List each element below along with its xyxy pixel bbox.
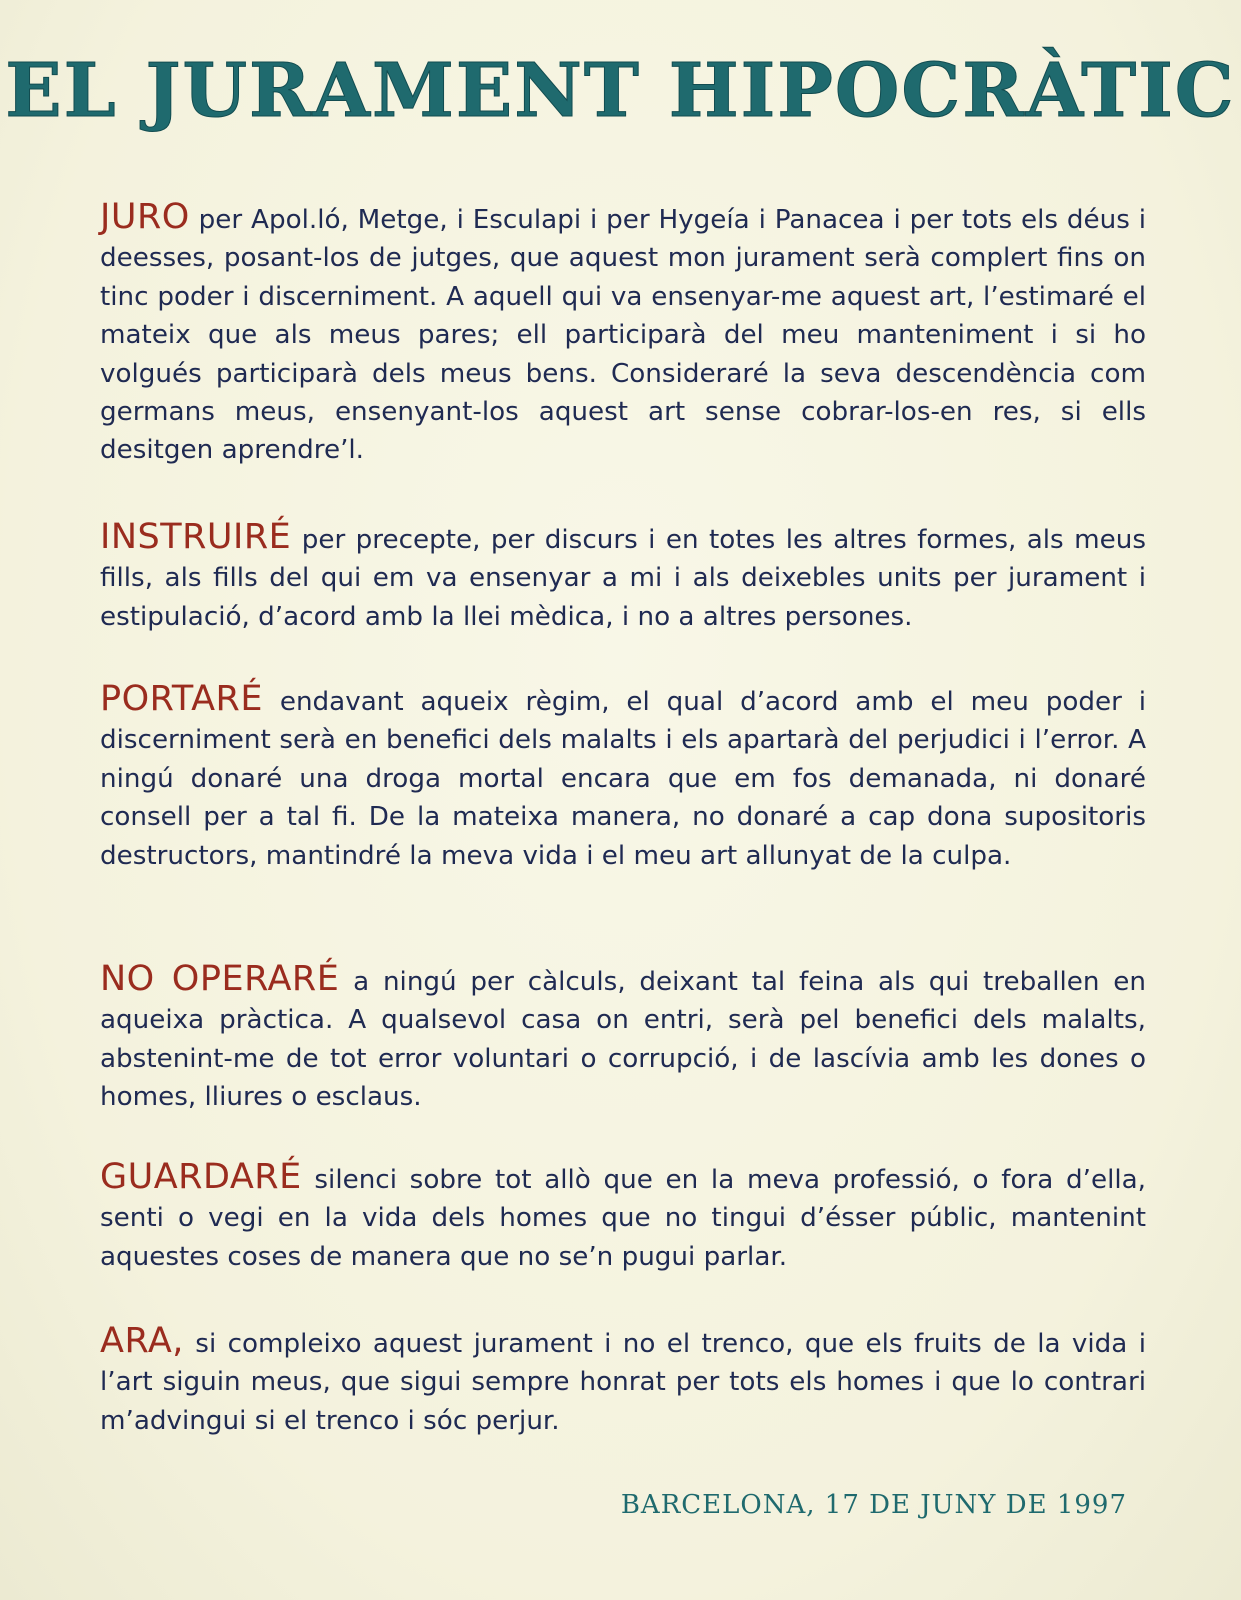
paragraph-lead-word: INSTRUIRÉ	[100, 517, 292, 557]
paragraph-text: silenci sobre tot allò que en la meva professió, o fora d’ella, senti o vegi en la vida dels homes que no tingui d’ésser públic, mantenint aquestes coses de manera que no se’n pugui parlar.	[100, 1165, 1146, 1272]
oath-paragraph	[100, 518, 1146, 636]
oath-paragraph	[100, 1158, 1146, 1276]
paragraph-lead-word: GUARDARÉ	[100, 1157, 302, 1197]
document-title: EL JURAMENT HIPOCRÀTIC	[5, 48, 1236, 134]
oath-paragraph	[100, 198, 1146, 470]
paragraph-text: si compleixo aquest jurament i no el trenco, que els fruits de la vida i l’art siguin meus, que sigui sempre honrat per tots els homes i que lo contrari m’advingui si el trenco i sóc perjur.	[100, 1329, 1146, 1436]
paragraph-lead-word: PORTARÉ	[100, 679, 263, 719]
paragraph-text: per Apol.ló, Metge, i Esculapi i per Hygeía i Panacea i per tots els déus i deesses, posant-los de jutges, que aquest mon jurament serà complert fins on tinc poder i discerniment. A aquell qui va ensenyar-me aquest art, l’estimaré el mateix que als meus pares; ell participarà del meu manteniment i si ho volgués participarà dels meus bens. Consideraré la seva descendència com germans meus, ensenyant-los aquest art sense cobrar-los-en res, si ells desitgen aprendre’l.	[100, 205, 1146, 466]
paragraph-text: a ningú per càlculs, deixant tal feina als qui treballen en aqueixa pràctica. A qualsevol casa on entri, serà pel benefici dels malalts, abstenint-me de tot error voluntari o corrupció, i de lascívia amb les dones o homes, lliures o esclaus.	[100, 967, 1147, 1113]
paragraph-text: endavant aqueix règim, el qual d’acord amb el meu poder i discerniment serà en benefici dels malalts i els apartarà del perjudici i l’error. A ningú donaré una droga mortal encara que em fos demanada, ni donaré consell per a tal fi. De la mateixa manera, no donaré a cap dona supositoris destructors, mantindré la meva vida i el meu art allunyat de la culpa.	[100, 687, 1146, 871]
paragraph-lead-word: NO OPERARÉ	[100, 959, 340, 999]
oath-paragraph	[100, 960, 1146, 1117]
paragraph-lead-word: ARA,	[100, 1321, 184, 1361]
paragraph-text: per precepte, per discurs i en totes les altres formes, als meus fills, als fills del qui em va ensenyar a mi i als deixebles units per jurament i estipulació, d’acord amb la llei mèdica, i no a altres persones.	[100, 525, 1146, 632]
oath-paragraph	[100, 1322, 1146, 1440]
oath-paragraph	[100, 680, 1146, 875]
paragraph-lead-word: JURO	[100, 197, 190, 237]
place-date-signature: BARCELONA, 17 DE JUNY DE 1997	[620, 1490, 1127, 1520]
